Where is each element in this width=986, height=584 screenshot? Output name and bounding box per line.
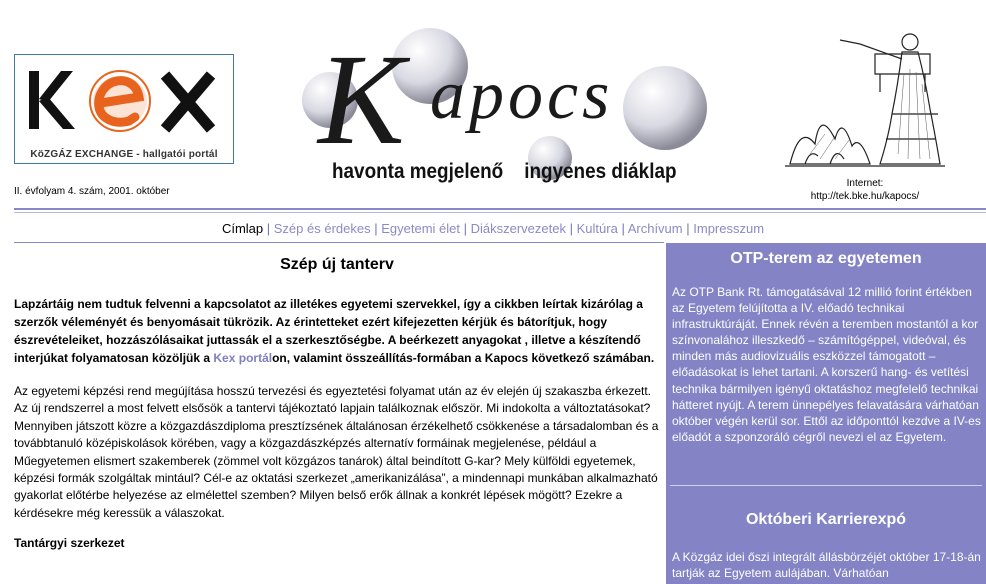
internet-block	[800, 177, 930, 203]
nav-separator: |	[569, 221, 577, 236]
kapocs-masthead	[300, 8, 720, 198]
kapocs-title-rest: apocs	[430, 57, 614, 134]
sidebar-divider	[670, 485, 982, 486]
kex-caption: KöZGÁZ EXCHANGE - hallgatói portál	[30, 149, 218, 160]
nav-item-archivum[interactable]: Archívum	[627, 221, 683, 236]
news-title-karrierexpo: Októberi Karrierexpó	[745, 511, 907, 528]
sphere-right-icon	[623, 66, 707, 150]
nav-separator: |	[374, 221, 382, 236]
article-title: Szép új tanterv	[280, 256, 394, 273]
main-article	[14, 256, 660, 550]
nav-item-impresszum[interactable]: Impresszum	[693, 221, 765, 236]
nav-separator: |	[266, 221, 274, 236]
article-paragraph: Az egyetemi képzési rend megújítása hosszú tervezési és egyeztetési folyamat után az év elején új szakaszba érkezett. Az új rendszerrel a most felvett elsősök a tantervi tájékoztató lapjain találkoznak először. Mi indokolta a változtatásokat? Mennyiben játszott közre a közgazdászdiploma presztízsének általánosan érzékelhető csökkenése a társadalomban és a továbbtanuló középiskolások körében, vagy a közgazdászképzés alternatív formáinak megjelenése, például a Műegyetemen elismert szakemberek (zömmel volt közgázos tanárok) által beindított G-kar? Mely külföldi egyetemek, képzési formák szolgáltak mintául? Cél-e az oktatási szerkezet „amerikanizálása”, a mindennapi munkában alkalmazható gyakorlat előtérbe helyezése az elmélettel szemben? Milyen belső erők állnak a konkrét lépések mögött? Ezekre a kérdésekre még keressük a válaszokat.	[14, 384, 659, 520]
etching-illustration	[780, 14, 950, 174]
masthead-tagline: havonta megjelenő ingyenes diáklap	[332, 160, 677, 183]
nav-item-cimlap[interactable]: Címlap	[221, 221, 264, 236]
nav-item-diakszervezetek[interactable]: Diákszervezetek	[470, 221, 566, 236]
news-title-otp-terem: OTP-terem az egyetemen	[730, 250, 922, 267]
news-sidebar	[666, 243, 986, 584]
nav-separator: |	[463, 221, 471, 236]
nav-separator: |	[686, 221, 694, 236]
kex-portal-logo[interactable]	[14, 54, 234, 164]
issue-line: II. évfolyam 4. szám, 2001. október	[14, 186, 170, 197]
kapocs-initial: K	[318, 28, 405, 172]
header-rule	[14, 208, 986, 210]
internet-label: Internet:	[846, 178, 884, 189]
header-rule-thin	[14, 212, 986, 213]
section-heading: Tantárgyi szerkezet	[14, 536, 125, 551]
internet-url[interactable]: http://tek.bke.hu/kapocs/	[810, 191, 920, 202]
news-body-karrierexpo: A Közgáz idei őszi integrált állásbörzéjét október 17-18-án tartják az Egyetem aulájában. Várhatóan	[672, 550, 981, 580]
nav-item-kultura[interactable]: Kultúra	[576, 221, 618, 236]
nav-item-szep-es-erdekes[interactable]: Szép és érdekes	[273, 221, 371, 236]
lead-text-before: Lapzártáig nem tudtuk felvenni a kapcsolatot az illetékes egyetemi szervekkel, így a cikkben leírtak kizárólag a szerzők véleményét és benyomásait tükrözik. Az érintetteket ezért kifejezetten kérjük és bátorítjuk, hogy észrevételeiket, hozzászólásaikat juttassák el a szerkesztőségbe. A beérkezett anyagokat , illetve a készítendő interjúkat folyamatosan közöljük a	[14, 297, 643, 365]
news-body-otp-terem: Az OTP Bank Rt. támogatásával 12 millió forint értékben az Egyetem felújította a IV. előadó technikai infrastruktúráját. Ennek révén a teremben mostantól a kor színvonalához illeszkedő – számítógéppel, videóval, és minden más audiovizuális eszközzel támogatott – előadásokat is lehet tartani. A korszerű hang- és vetítési technika bármilyen igényű oktatáshoz megfelelő technikai hátteret nyújt. A terem ünnepélyes felavatására várhatóan október végén kerül sor. Ettől az időponttól kezdve a IV-es előadót a szponzoráló cégről nevezi el az Egyetem.	[672, 285, 981, 444]
lead-text-after: on, valamint összeállítás-formában a Kapocs következő számában.	[272, 351, 655, 365]
kex-portal-link[interactable]: Kex portál	[213, 351, 273, 365]
main-nav	[0, 221, 986, 236]
nav-item-egyetemi-elet[interactable]: Egyetemi élet	[381, 221, 460, 236]
article-lead	[14, 295, 660, 367]
nav-separator: |	[621, 221, 628, 236]
nav-rule	[14, 242, 664, 243]
kex-logo-wordmark	[15, 57, 235, 137]
